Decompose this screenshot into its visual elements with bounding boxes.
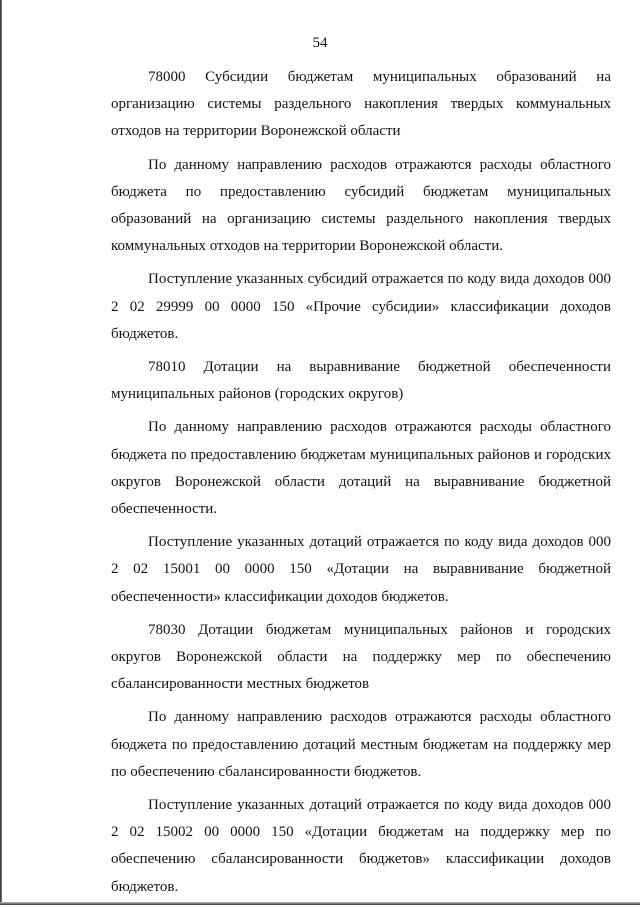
paragraph-78010-income-code: Поступление указанных дотаций отражается по коду вида доходов 000 2 02 15001 00 0000 150 «Дотации на выравнивание бюджетной обеспеченности» классификации доходов бюджетов. (111, 534, 611, 605)
paragraph-78030-income-code: Поступление указанных дотаций отражается по коду вида доходов 000 2 02 15002 00 0000 150 «Дотации бюджетам на поддержку мер по обеспечению сбалансированности бюджетов» классификации доходов бюджетов. (111, 797, 611, 895)
document-body (111, 64, 611, 907)
paragraph-78030-description: По данному направлению расходов отражаются расходы областного бюджета по предоставлению дотаций местным бюджетам на поддержку мер по обеспечению сбалансированности бюджетов. (111, 709, 611, 780)
paragraph-78010-heading: 78010 Дотации на выравнивание бюджетной обеспеченности муниципальных районов (городских округов) (111, 359, 611, 403)
paragraph-78000-income-code: Поступление указанных субсидий отражается по коду вида доходов 000 2 02 29999 00 0000 150 «Прочие субсидии» классификации доходов бюджетов. (111, 271, 611, 342)
paragraph-78000-description: По данному направлению расходов отражаются расходы областного бюджета по предоставлению субсидий бюджетам муниципальных образований на организацию системы раздельного накопления твердых коммунальных отходов на территории Воронежской области. (111, 156, 611, 255)
paragraph-78000-heading: 78000 Субсидии бюджетам муниципальных образований на организацию системы раздельного накопления твердых коммунальных отходов на территории Воронежской области (111, 69, 611, 140)
paragraph-78010-description: По данному направлению расходов отражаются расходы областного бюджета по предоставлению бюджетам муниципальных районов и городских округов Воронежской области дотаций на выравнивание бюджетной обеспеченности. (111, 419, 611, 518)
scan-left-edge (0, 0, 2, 905)
page-number: 54 (312, 35, 328, 51)
paragraph-78030-heading: 78030 Дотации бюджетам муниципальных районов и городских округов Воронежской области на поддержку мер по обеспечению сбалансированности местных бюджетов (111, 621, 611, 693)
